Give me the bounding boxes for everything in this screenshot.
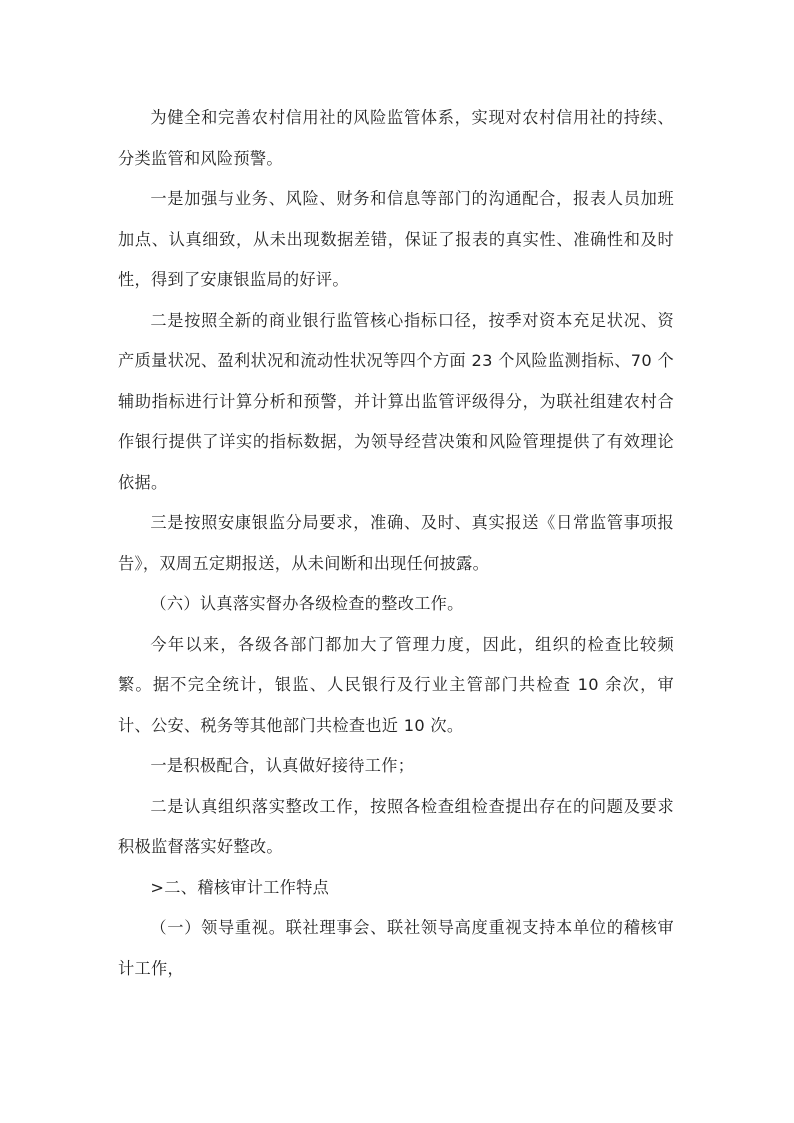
section-heading-audit-features: >二、稽核审计工作特点 xyxy=(150,877,330,897)
paragraph-leadership-attention: （一）领导重视。联社理事会、联社领导高度重视支持本单位的稽核审计工作， xyxy=(118,918,674,978)
paragraph-daily-supervision-report: 三是按照安康银监分局要求，准确、及时、真实报送《日常监管事项报告》，双周五定期报送，从未间断和出现任何披露。 xyxy=(118,513,674,573)
paragraph-rectification-implementation: 二是认真组织落实整改工作，按照各检查组检查提出存在的问题及要求积极监督落实好整改。 xyxy=(118,796,674,856)
paragraph-reception-work: 一是积极配合，认真做好接待工作； xyxy=(150,756,415,775)
paragraph-communication-coordination: 一是加强与业务、风险、财务和信息等部门的沟通配合，报表人员加班加点、认真细致，从未出现数据差错，保证了报表的真实性、准确性和及时性，得到了安康银监局的好评。 xyxy=(118,189,674,289)
section-heading-rectification: （六）认真落实督办各级检查的整改工作。 xyxy=(150,594,464,613)
paragraph-inspections-summary: 今年以来，各级各部门都加大了管理力度，因此，组织的检查比较频繁。据不完全统计，银监、人民银行及行业主管部门共检查 10 余次，审计、公安、税务等其他部门共检查也近 10 次。 xyxy=(118,634,674,735)
document-body xyxy=(118,98,674,989)
paragraph-core-indicators: 二是按照全新的商业银行监管核心指标口径，按季对资本充足状况、资产质量状况、盈利状况和流动性状况等四个方面 23 个风险监测指标、70 个辅助指标进行计算分析和预警，并计算出监管评级得分，为联社组建农村合作银行提供了详实的指标数据，为领导经营决策和风险管理提供了有效理论依据。 xyxy=(118,310,674,492)
paragraph-risk-supervision-intro: 为健全和完善农村信用社的风险监管体系，实现对农村信用社的持续、分类监管和风险预警。 xyxy=(118,108,674,168)
